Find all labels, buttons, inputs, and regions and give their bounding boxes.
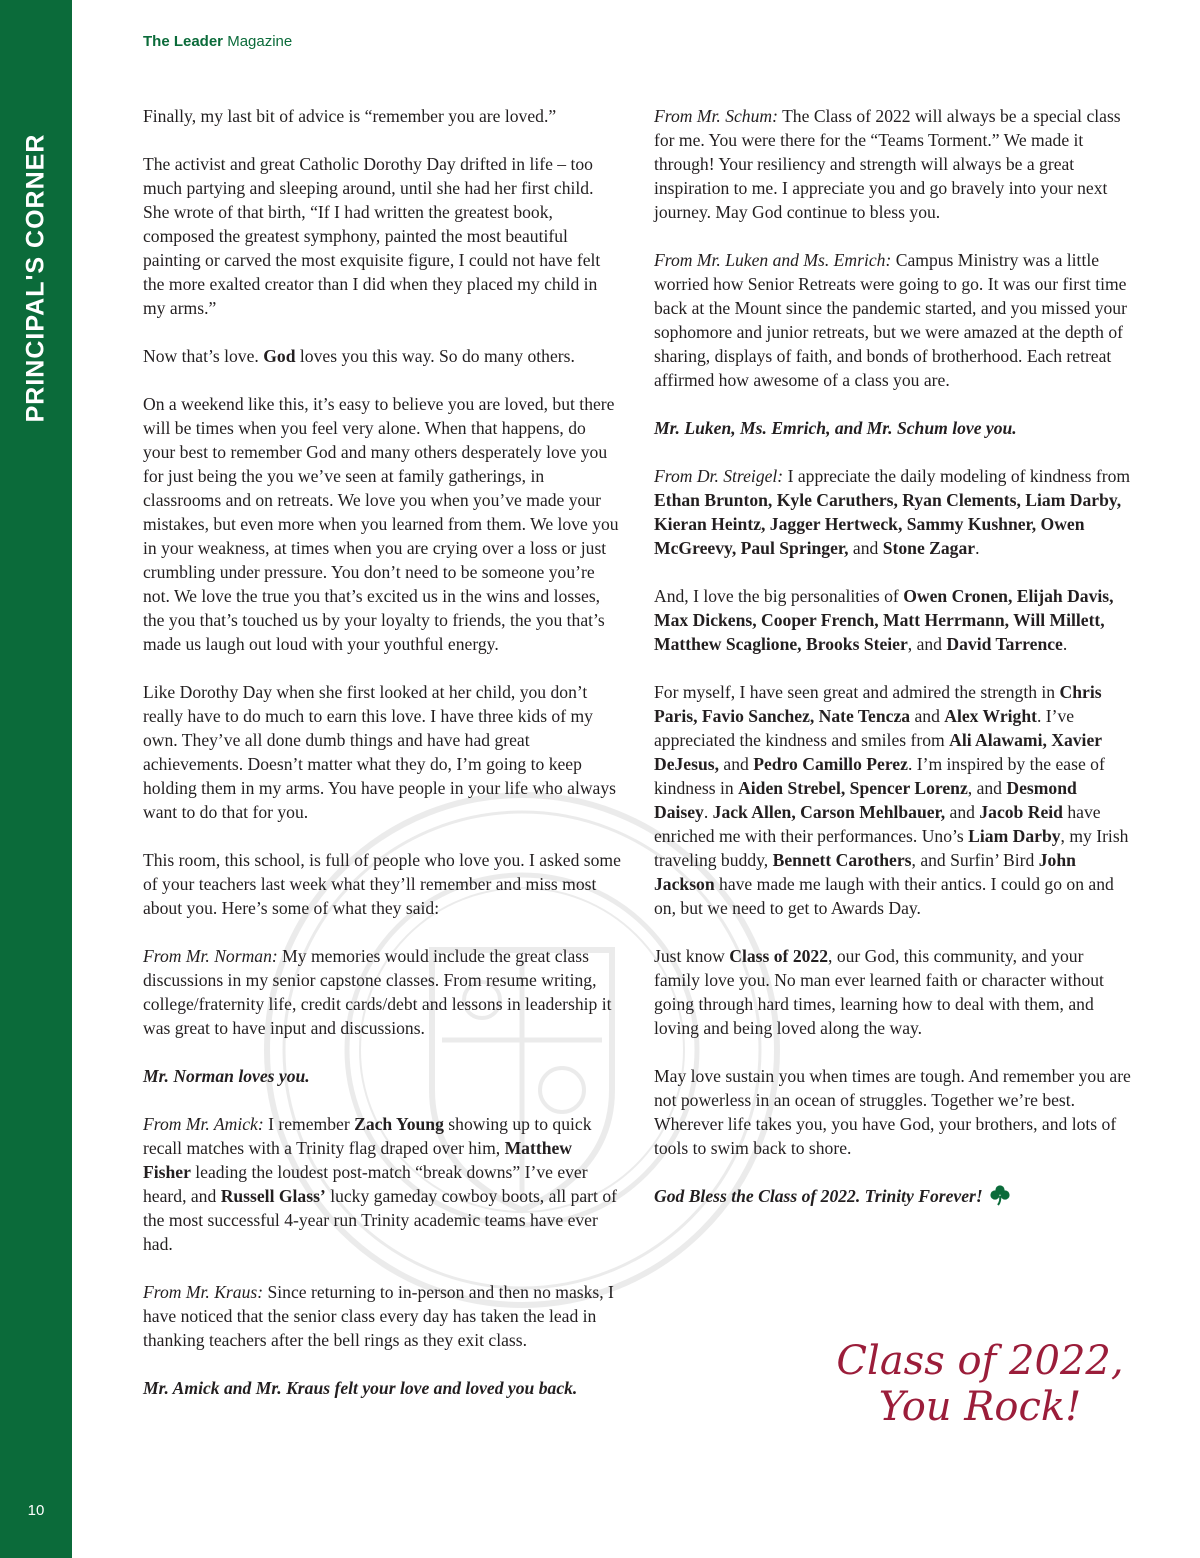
- student-name: Pedro Camillo Perez: [753, 754, 908, 774]
- quote-amick: [143, 1112, 621, 1256]
- right-column: [654, 104, 1132, 1208]
- student-names: Chris Paris, Favio Sanchez, Nate Tencza: [654, 682, 1102, 726]
- text-run: . I’ve appreciated the kindness and smiles from: [654, 706, 1075, 750]
- text-run: and: [914, 706, 940, 726]
- from-amick: From Mr. Amick:: [143, 1114, 264, 1134]
- text-run: have made me laugh with their antics. I could go on and on, but we need to get to Awards Day.: [654, 874, 1114, 918]
- left-column: [143, 104, 621, 1400]
- class-of-2022-you-rock: [830, 1338, 1130, 1430]
- amick-kraus-love-line: Mr. Amick and Mr. Kraus felt your love and loved you back.: [143, 1378, 578, 1398]
- script-line-2: You Rock!: [878, 1384, 1082, 1430]
- text-run: lucky gameday cowboy boots, all part of the most successful 4-year run Trinity academic teams have ever had.: [143, 1186, 617, 1254]
- student-name: Liam Darby: [968, 826, 1061, 846]
- quote-luken-emrich: [654, 248, 1132, 392]
- student-names: Jack Allen, Carson Mehlbauer,: [712, 802, 946, 822]
- paragraph-now-love: [143, 344, 621, 368]
- magazine-name: [143, 33, 292, 50]
- paragraph-just-know: [654, 944, 1132, 1040]
- text-run: Since returning to in-person and then no masks, I have noticed that the senior class every day has taken the lead in thanking teachers after the bell rings as they exit class.: [143, 1282, 614, 1350]
- from-norman: From Mr. Norman:: [143, 946, 278, 966]
- closing-text: God Bless the Class of 2022. Trinity Forever!: [654, 1186, 983, 1206]
- student-name: Russell Glass’: [220, 1186, 326, 1206]
- magazine-name-rest: Magazine: [227, 33, 293, 50]
- text-run: leading the loudest post-match “break downs” I’ve ever heard, and: [143, 1162, 588, 1206]
- paragraph-dorothy-day: The activist and great Catholic Dorothy Day drifted in life – too much partying and sleeping around, until she had her first child. She wrote of that birth, “If I had written the greatest book, composed the greatest symphony, painted the most beautiful painting or carved the most exquisite figure, I could not have felt the more exalted creator than I did when they placed my child in my arms.”: [143, 154, 601, 318]
- closing-line: [654, 1184, 1132, 1208]
- student-name: Jacob Reid: [979, 802, 1063, 822]
- student-name: Stone Zagar: [882, 538, 976, 558]
- text-run: have enriched me with their performances. Uno’s: [654, 802, 1101, 846]
- section-title: PRINCIPAL'S CORNER: [21, 133, 50, 423]
- from-schum: From Mr. Schum:: [654, 106, 778, 126]
- text-run: For myself, I have seen great and admired the strength in: [654, 682, 1056, 702]
- student-names: Owen Cronen, Elijah Davis, Max Dickens, Cooper French, Matt Herrmann, Will Millett, Matthew Scaglione, Brooks Steier: [654, 586, 1114, 654]
- script-line-1: Class of 2022,: [836, 1338, 1124, 1384]
- text-run: , my Irish traveling buddy,: [654, 826, 1129, 870]
- student-name: Alex Wright: [944, 706, 1037, 726]
- text-run: and: [723, 754, 749, 774]
- text-run: And, I love the big personalities of: [654, 586, 899, 606]
- student-names: Aiden Strebel, Spencer Lorenz: [738, 778, 968, 798]
- student-names: Ali Alawami, Xavier DeJesus,: [654, 730, 1102, 774]
- text-run: My memories would include the great class discussions in my senior capstone classes. From resume writing, college/fraternity life, credit cards/debt and lessons in leadership it was great to have input and discussions.: [143, 946, 612, 1038]
- page-number: 10: [27, 1502, 45, 1519]
- paragraph-advice: Finally, my last bit of advice is “remember you are loved.”: [143, 106, 557, 126]
- student-name: John Jackson: [654, 850, 1076, 894]
- from-luken-emrich: From Mr. Luken and Ms. Emrich:: [654, 250, 892, 270]
- shamrock-icon: [989, 1184, 1011, 1206]
- paragraph-for-myself: [654, 680, 1132, 920]
- bold-class-of-2022: Class of 2022: [729, 946, 829, 966]
- text-run: , and: [907, 634, 942, 654]
- paragraph-weekend: On a weekend like this, it’s easy to believe you are loved, but there will be times when you feel very alone. When that happens, do your best to remember God and many others desperately love you for just being the you we’ve seen at family gatherings, in classrooms and on retreats. We love you when you’ve made your mistakes, but even more when you learned from them. We love you in your weakness, at times when you are crying over a loss or just crumbling under pressure. You don’t need to be someone you’re not. We love the true you that’s excited us in the wins and losses, the you that’s touched us by your loyalty to friends, the you that’s made us laugh out loud with your youthful energy.: [143, 394, 619, 654]
- text-run: , and: [967, 778, 1002, 798]
- paragraph-big-personalities: [654, 584, 1132, 656]
- text-run: I remember: [268, 1114, 350, 1134]
- sidebar-band: [0, 0, 72, 1558]
- text-run: I appreciate the daily modeling of kindness from: [787, 466, 1131, 486]
- text-run: and: [852, 538, 879, 558]
- text-run: .: [975, 538, 980, 558]
- text-run: and: [949, 802, 975, 822]
- student-name: Matthew Fisher: [143, 1138, 572, 1182]
- text-run: .: [1062, 634, 1068, 654]
- student-name: Desmond Daisey: [654, 778, 1077, 822]
- quote-kraus: [143, 1280, 621, 1352]
- text-run: .: [703, 802, 709, 822]
- norman-love-line: Mr. Norman loves you.: [143, 1066, 310, 1086]
- text-run: The Class of 2022 will always be a special class for me. You were there for the “Teams Torment.” We made it through! Your resiliency and strength will always be a great inspiration to me. I appreciate you and go bravely into your next journey. May God continue to bless you.: [654, 106, 1121, 222]
- student-name: David Tarrence: [946, 634, 1063, 654]
- student-name: Bennett Carothers: [772, 850, 912, 870]
- text-run: Now that’s love.: [143, 346, 259, 366]
- text-run: Campus Ministry was a little worried how Senior Retreats were going to go. It was our first time back at the Mount since the pandemic started, and you missed your sophomore and junior retreats, but we were amazed at the depth of sharing, displays of faith, and bonds of brotherhood. Each retreat affirmed how awesome of a class you are.: [654, 250, 1127, 390]
- text-run: . I’m inspired by the ease of kindness in: [654, 754, 1105, 798]
- from-kraus: From Mr. Kraus:: [143, 1282, 264, 1302]
- bold-god: God: [263, 346, 296, 366]
- quote-streigel: [654, 464, 1132, 560]
- quote-schum: [654, 104, 1132, 224]
- quote-norman: [143, 944, 621, 1040]
- text-run: , our God, this community, and your family love you. No man ever learned faith or character without going through hard times, learning how to deal with them, and loving and being loved along the way.: [654, 946, 1104, 1038]
- text-run: , and Surfin’ Bird: [911, 850, 1035, 870]
- from-streigel: From Dr. Streigel:: [654, 466, 784, 486]
- text-run: loves you this way. So do many others.: [299, 346, 575, 366]
- paragraph-like-dorothy: Like Dorothy Day when she first looked at her child, you don’t really have to do much to earn this love. I have three kids of my own. They’ve all done dumb things and have had great achievements. Doesn’t matter what they do, I’m going to keep holding them in my arms. You have people in your life who always want to do that for you.: [143, 682, 617, 822]
- student-name: Zach Young: [354, 1114, 444, 1134]
- magazine-name-bold: The Leader: [143, 33, 224, 50]
- text-run: Just know: [654, 946, 725, 966]
- paragraph-sustain: May love sustain you when times are tough. And remember you are not powerless in an ocean of struggles. Together we’re best. Wherever life takes you, you have God, your brothers, and lots of tools to swim back to shore.: [654, 1066, 1131, 1158]
- luken-love-line: Mr. Luken, Ms. Emrich, and Mr. Schum love you.: [654, 418, 1017, 438]
- student-names: Ethan Brunton, Kyle Caruthers, Ryan Clements, Liam Darby, Kieran Heintz, Jagger Hertweck, Sammy Kushner, Owen McGreevy, Paul Springer,: [654, 490, 1122, 558]
- text-run: showing up to quick recall matches with a Trinity flag draped over him,: [143, 1114, 592, 1158]
- paragraph-this-room: This room, this school, is full of people who love you. I asked some of your teachers last week what they’ll remember and miss most about you. Here’s some of what they said:: [143, 850, 621, 918]
